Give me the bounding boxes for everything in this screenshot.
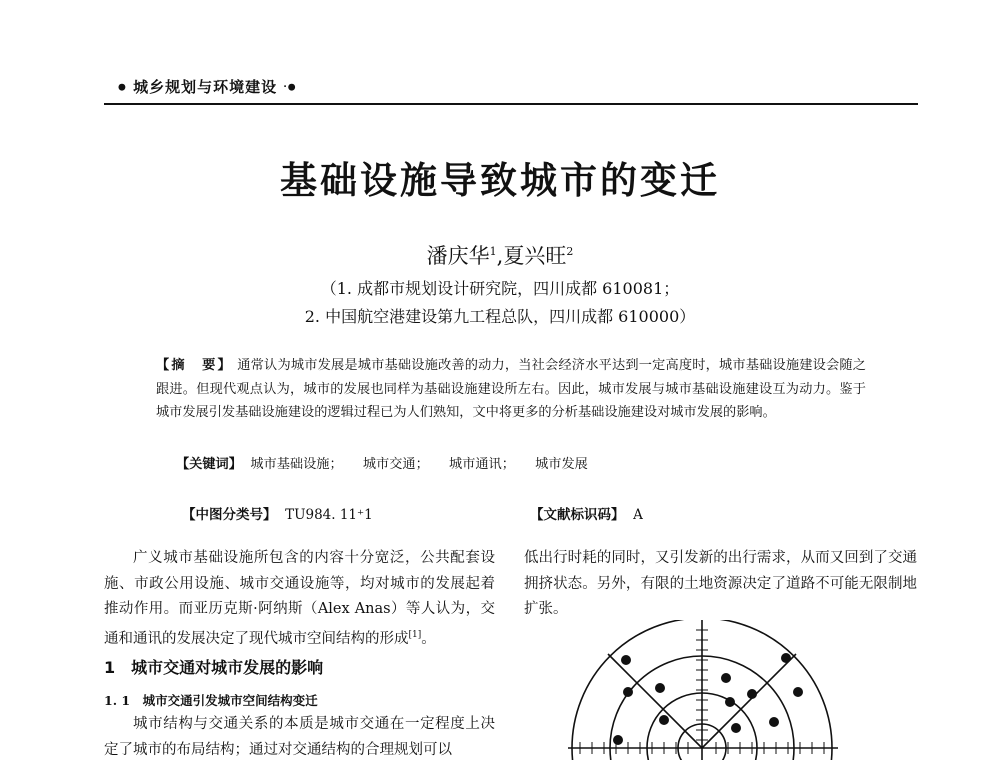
left-paragraph-1 <box>104 546 495 652</box>
figure-point <box>731 723 741 733</box>
author-2-sup: 2 <box>566 245 574 258</box>
document-code-label: 【文献标识码】 <box>530 507 625 523</box>
right-paragraph-1: 低出行时耗的同时，又引发新的出行需求，从而又回到了交通拥挤状态。另外，有限的土地资源决定了道路不可能无限制地扩张。 <box>524 550 917 617</box>
figure-point <box>721 673 731 683</box>
classification-label: 【中图分类号】 <box>182 507 277 523</box>
figure-points <box>613 653 803 745</box>
author-1-sup: 1 <box>489 245 497 258</box>
section-1-heading: 1 城市交通对城市发展的影响 <box>104 658 324 677</box>
figure-point <box>747 689 757 699</box>
section-1-1-heading: 1. 1 城市交通引发城市空间结构变迁 <box>104 693 318 708</box>
figure-point <box>725 697 735 707</box>
figure-point <box>769 717 779 727</box>
left-paragraph-2: 城市结构与交通关系的本质是城市交通在一定程度上决定了城市的布局结构；通过对交通结构的合理规划可以 <box>104 716 495 758</box>
figure-point <box>655 683 665 693</box>
document-code <box>530 503 643 523</box>
document-code-value: A <box>633 507 643 523</box>
keywords <box>176 453 604 472</box>
figure-point <box>781 653 791 663</box>
left-paragraph-1-end: 。 <box>421 630 436 647</box>
figure-point <box>793 687 803 697</box>
figure-point <box>613 735 623 745</box>
keyword-item: 城市基础设施； <box>250 457 343 472</box>
paper-title: 基础设施导致城市的变迁 <box>280 159 720 202</box>
keywords-label: 【关键词】 <box>176 457 242 472</box>
authors <box>0 240 1000 270</box>
running-header <box>118 76 297 97</box>
running-header-text: 城乡规划与环境建设 <box>133 78 278 96</box>
abstract <box>156 354 866 425</box>
figure-point <box>623 687 633 697</box>
author-1: 潘庆华 <box>426 244 490 268</box>
citation: [1] <box>408 629 422 640</box>
keyword-item: 城市发展 <box>535 457 588 472</box>
affiliation-2: 2. 中国航空港建设第九工程总队，四川成都 610000） <box>304 307 696 326</box>
figure-point <box>659 715 669 725</box>
keyword-item: 城市交通； <box>362 457 429 472</box>
keyword-item: 城市通讯； <box>448 457 515 472</box>
bullet-icon: ·● <box>283 82 297 93</box>
header-rule <box>104 103 918 105</box>
author-2: 夏兴旺 <box>503 244 567 268</box>
concentric-city-structure-figure <box>560 620 860 760</box>
author-sep: , <box>496 244 504 268</box>
affiliation-1: （1. 成都市规划设计研究院，四川成都 610081； <box>320 279 680 298</box>
figure-point <box>621 655 631 665</box>
classification-number <box>182 503 373 523</box>
classification-value: TU984. 11⁺1 <box>285 507 373 523</box>
left-paragraph-1-text: 广义城市基础设施所包含的内容十分宽泛，公共配套设施、市政公用设施、城市交通设施等，均对城市的发展起着推动作用。而亚历克斯·阿纳斯（Alex Anas）等人认为，交通和通讯的发展决定了现代城市空间结构的形成 <box>104 550 495 647</box>
bullet-icon: ● <box>118 82 127 93</box>
abstract-text: 通常认为城市发展是城市基础设施改善的动力，当社会经济水平达到一定高度时，城市基础设施建设会随之跟进。但现代观点认为，城市的发展也同样为基础设施建设所左右。因此，城市发展与城市基础设施建设互为动力。鉴于城市发展引发基础设施建设的逻辑过程已为人们熟知，文中将更多的分析基础设施建设对城市发展的影响。 <box>156 358 866 420</box>
abstract-label: 【摘 要】 <box>156 358 233 373</box>
